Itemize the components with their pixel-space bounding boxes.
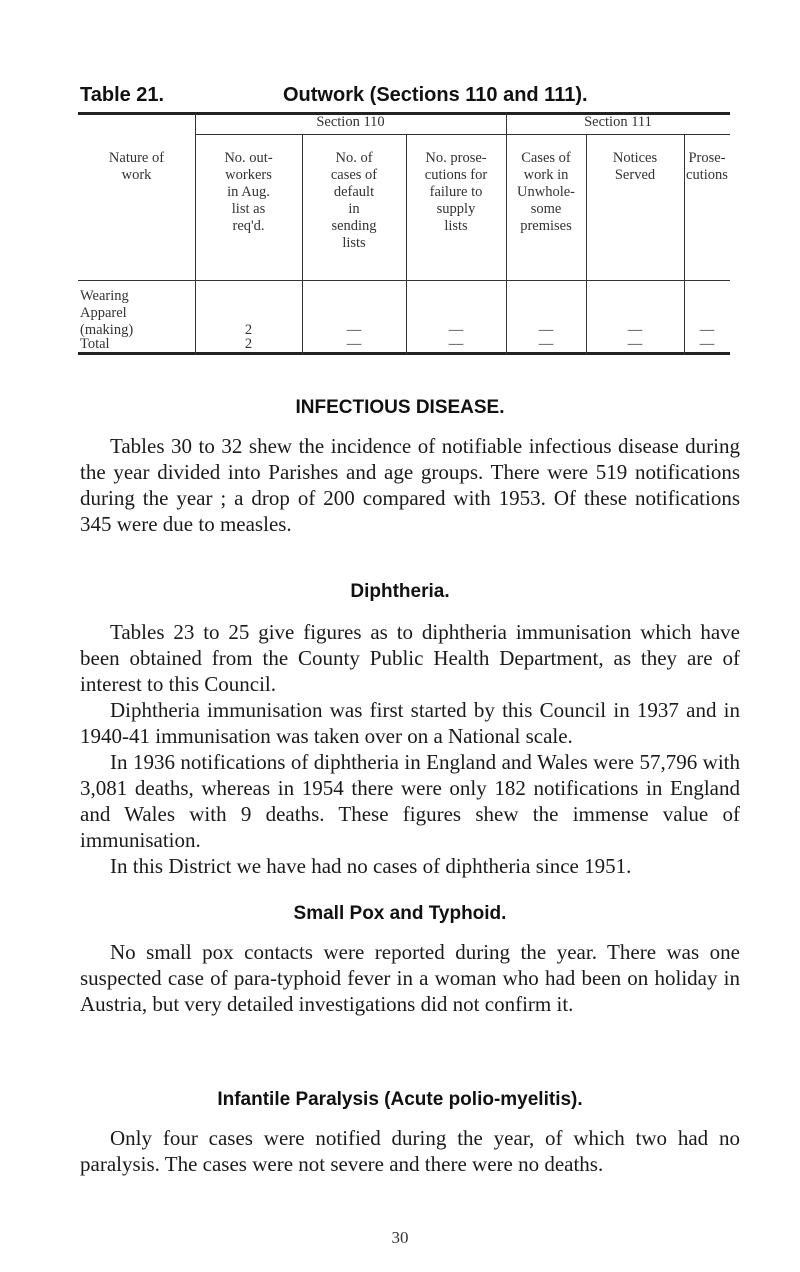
group-header-rule xyxy=(195,134,730,135)
table-cell: — xyxy=(627,336,643,352)
column-header-prosecutions-lists: No. prose- cutions for failure to supply lists xyxy=(424,150,488,234)
page-number: 30 xyxy=(391,1228,409,1247)
table-cell: — xyxy=(448,322,464,338)
outwork-table xyxy=(78,112,730,356)
table-cell: — xyxy=(538,336,554,352)
column-header-nature-of-work: Nature of work xyxy=(108,150,165,183)
column-header-prosecutions: Prose- cutions xyxy=(686,150,728,183)
table-title: Outwork (Sections 110 and 111). xyxy=(283,84,588,106)
paragraph: Tables 30 to 32 shew the incidence of notifiable infectious disease during the year divided into Parishes and age groups. There were 519 notifications during the year ; a drop of 200 compared with 1953. Of these notifications 345 were due to measles. xyxy=(80,434,740,536)
group-header-section-110: Section 110 xyxy=(316,114,385,130)
table-cell: 2 xyxy=(244,322,253,338)
paragraph: No small pox contacts were reported during the year. There was one suspected case of para-typhoid fever in a woman who had been on holiday in Austria, but very detailed investigations did not confirm it. xyxy=(80,940,740,1016)
header-bottom-rule xyxy=(78,280,730,281)
paragraph: In 1936 notifications of diphtheria in England and Wales were 57,796 with 3,081 deaths, whereas in 1954 there were only 182 notifications in England and Wales with 9 deaths. These figures shew the immense value of immunisation. xyxy=(80,750,740,852)
column-header-unwholesome-premises: Cases of work in Unwhole- some premises xyxy=(517,150,575,234)
table-cell: — xyxy=(699,336,715,352)
table-cell: 2 xyxy=(244,336,253,352)
column-header-notices-served: Notices Served xyxy=(612,150,658,183)
table-heading xyxy=(80,84,588,107)
table-cell: — xyxy=(627,322,643,338)
section-title-small-pox-typhoid: Small Pox and Typhoid. xyxy=(293,903,507,924)
group-header-section-111: Section 111 xyxy=(584,114,652,130)
column-header-outworkers: No. out- workers in Aug. list as req'd. xyxy=(224,150,273,234)
paragraph: Tables 23 to 25 give figures as to diphtheria immunisation which have been obtained from the County Public Health Department, as they are of interest to this Council. xyxy=(80,620,740,696)
section-title-diphtheria: Diphtheria. xyxy=(350,581,450,602)
table-cell: — xyxy=(346,336,362,352)
table-number: Table 21. xyxy=(80,84,165,106)
table-cell: — xyxy=(448,336,464,352)
paragraph: Diphtheria immunisation was first started by this Council in 1937 and in 1940-41 immunisation was taken over on a National scale. xyxy=(80,698,740,748)
section-title-infantile-paralysis: Infantile Paralysis (Acute polio-myelitis). xyxy=(217,1089,583,1110)
row-label-wearing-apparel: Wearing Apparel (making) xyxy=(80,288,134,338)
table-cell: — xyxy=(538,322,554,338)
row-label-total: Total xyxy=(80,336,110,352)
paragraph: Only four cases were notified during the year, of which two had no paralysis. The cases were not severe and there were no deaths. xyxy=(80,1126,740,1176)
table-cell: — xyxy=(699,322,715,338)
paragraph: In this District we have had no cases of diphtheria since 1951. xyxy=(110,854,632,878)
column-header-default-cases: No. of cases of default in sending lists xyxy=(330,150,378,251)
section-title-infectious-disease: INFECTIOUS DISEASE. xyxy=(295,397,505,418)
table-cell: — xyxy=(346,322,362,338)
